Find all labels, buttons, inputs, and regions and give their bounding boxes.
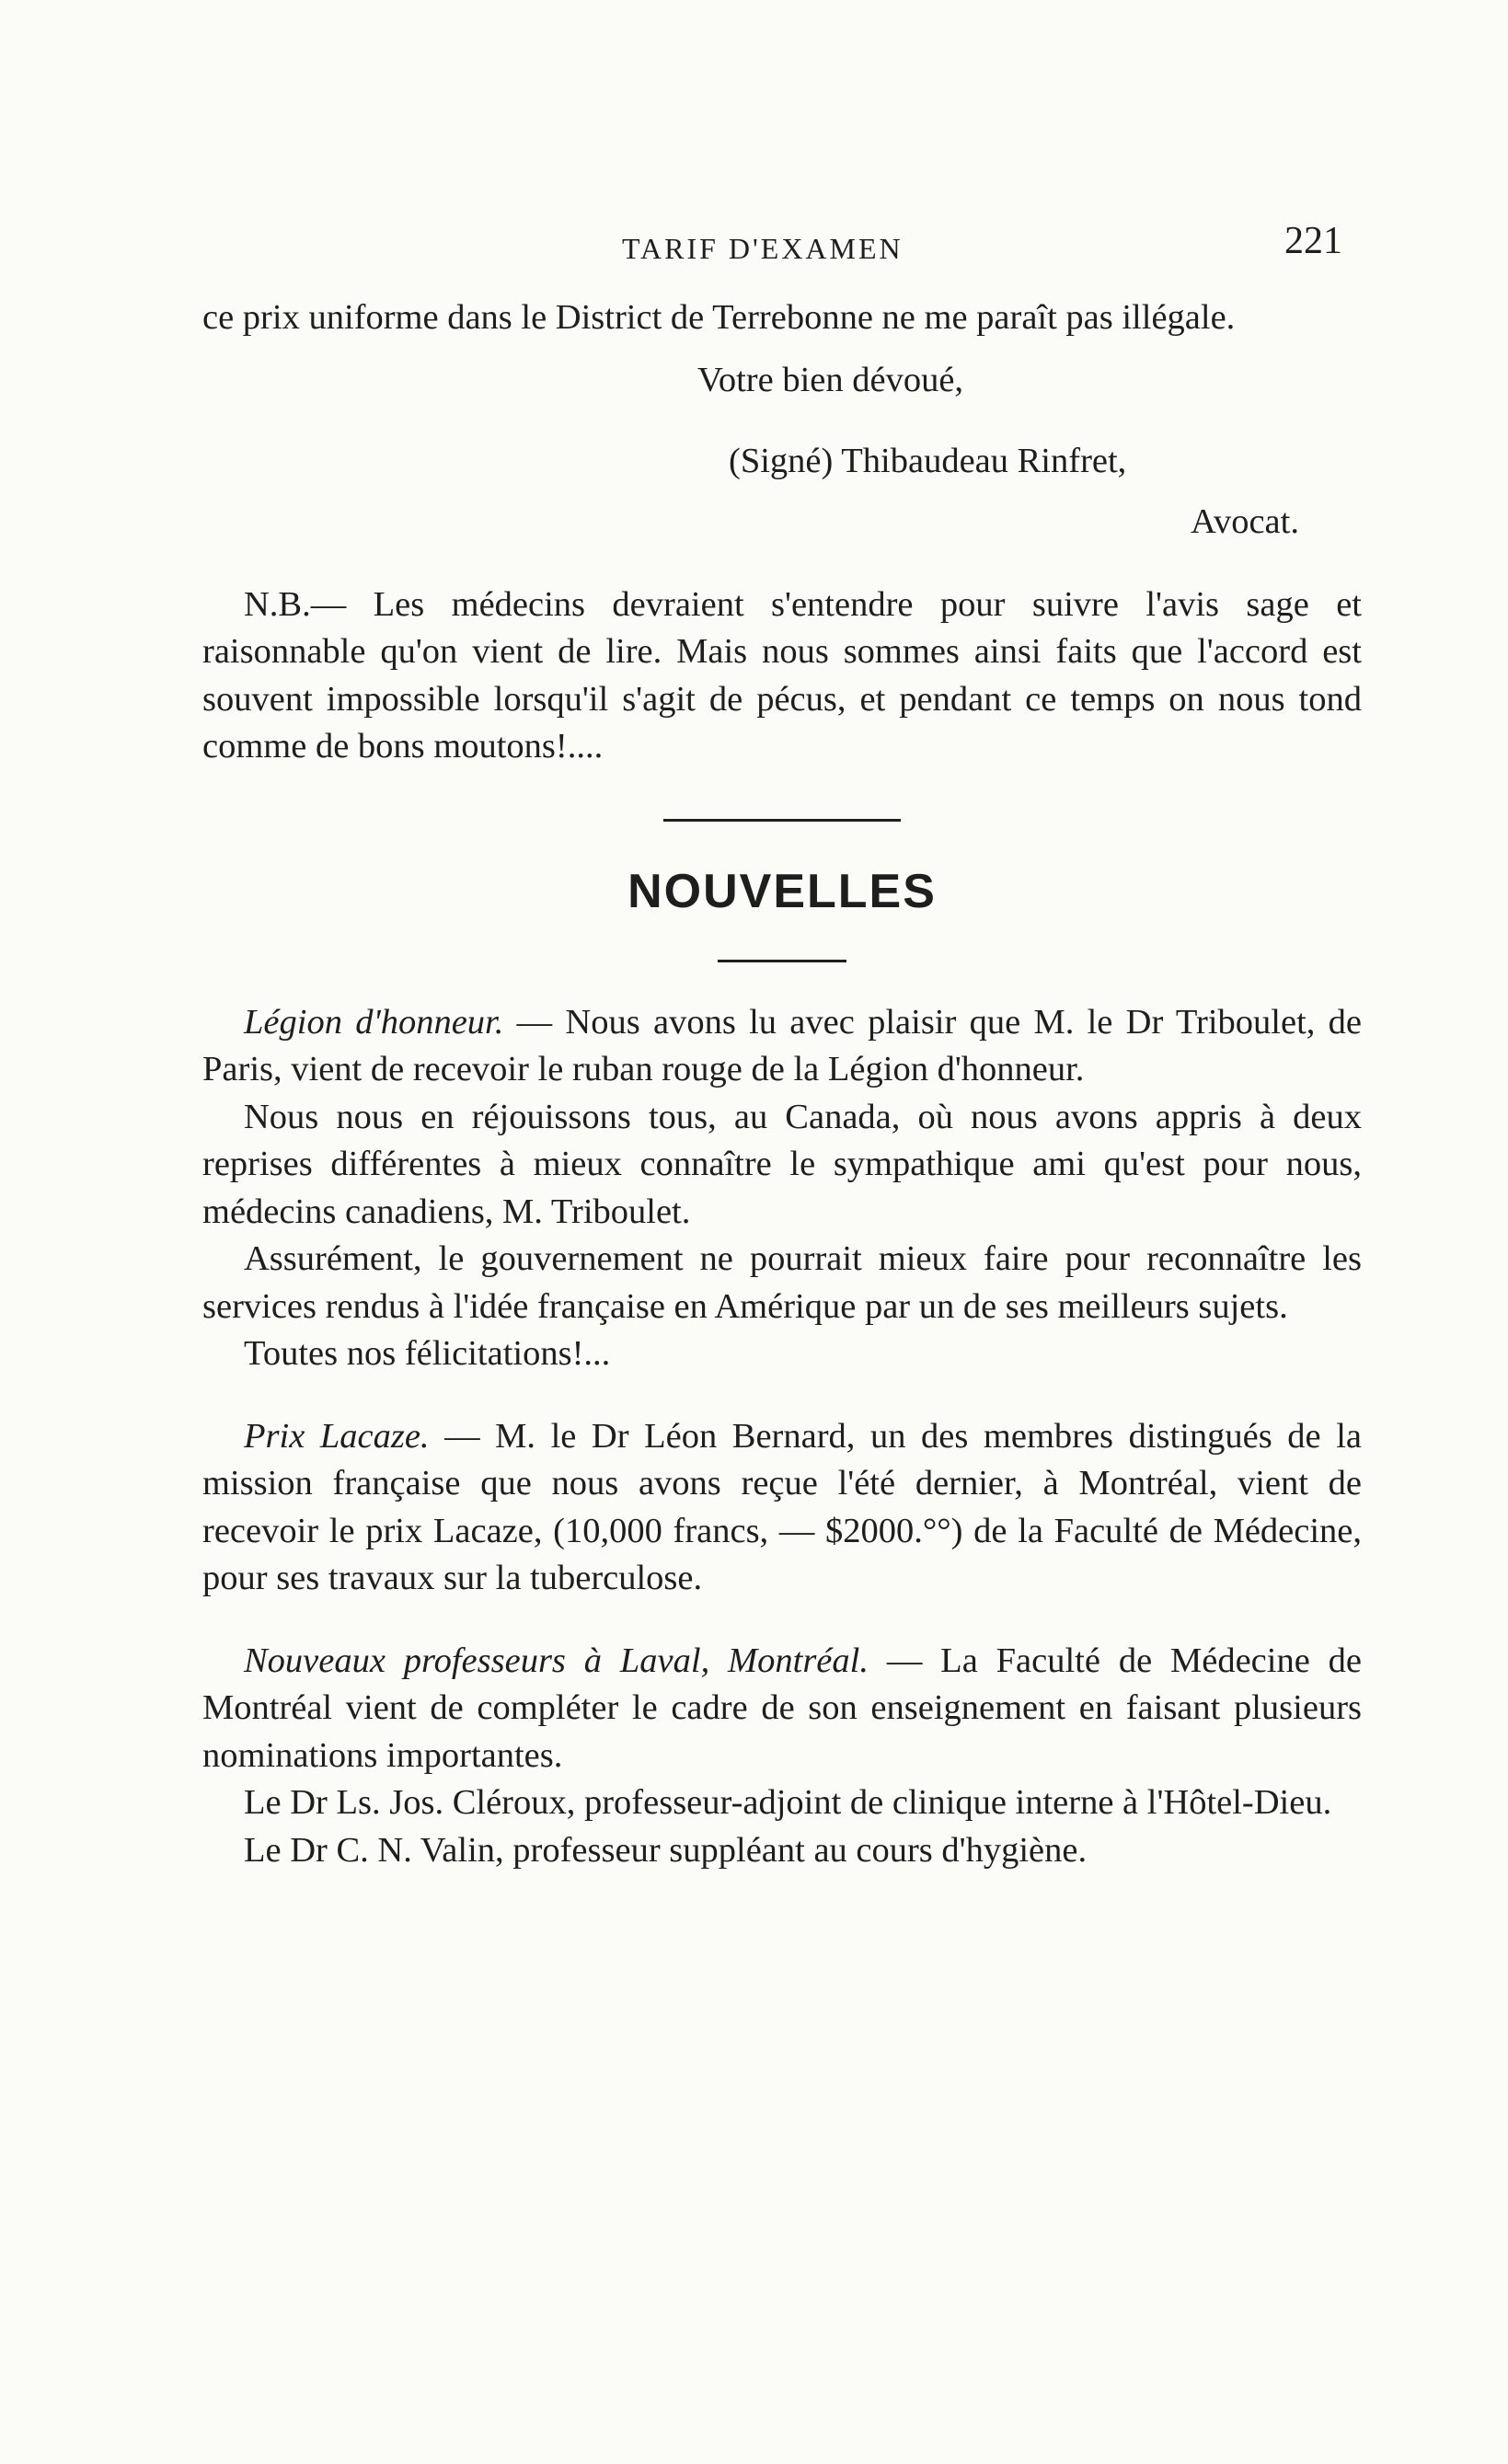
- letter-continuation: ce prix uniforme dans le District de Terrebonne ne me paraît pas illégale.: [202, 298, 1236, 337]
- news-text: Assurément, le gouvernement ne pourrait mieux faire pour reconnaître les services rendus à l'idée française en Amérique par un de ses meilleurs sujets.: [202, 1239, 1362, 1326]
- page-number: 221: [1284, 220, 1342, 262]
- letter-salutation: Votre bien dévoué,: [697, 360, 964, 399]
- news-text: — M. le Dr Léon Bernard, un des membres distingués de la mission française que nous avons reçue l'été dernier, à Montréal, vient de recevoir le prix Lacaze, (10,000 francs, — $2000.°°) de la Faculté de Médecine, pour ses travaux sur la tuberculose.: [202, 1416, 1362, 1597]
- news-text: Le Dr C. N. Valin, professeur suppléant au cours d'hygiène.: [244, 1830, 1088, 1870]
- news-text: — Nous avons lu avec plaisir que M. le Dr Triboulet, de Paris, vient de recevoir le ruban rouge de la Légion d'honneur.: [202, 1002, 1362, 1088]
- news-lead: Légion d'honneur.: [244, 1002, 504, 1042]
- news-lead: Nouveaux professeurs à Laval, Montréal.: [244, 1641, 869, 1680]
- section-divider-bottom: [718, 960, 846, 962]
- signer-title: Avocat.: [1191, 501, 1299, 541]
- news-paragraph: [202, 1827, 1362, 1875]
- letter-closing: [202, 342, 1362, 543]
- section-title: NOUVELLES: [627, 864, 937, 918]
- news-text: Toutes nos félicitations!...: [244, 1334, 611, 1373]
- running-header: [0, 219, 1508, 265]
- news-paragraph: [202, 1236, 1362, 1330]
- news-paragraph: [202, 1094, 1362, 1237]
- news-lead: Prix Lacaze.: [244, 1416, 430, 1456]
- running-title: TARIF D'EXAMEN: [622, 232, 904, 265]
- news-text: Nous nous en réjouissons tous, au Canada, où nous avons appris à deux reprises différentes à mieux connaître le sympathique ami qu'est pour nous, médecins canadiens, M. Triboulet.: [202, 1097, 1362, 1231]
- news-text: Le Dr Ls. Jos. Cléroux, professeur-adjoint de clinique interne à l'Hôtel-Dieu.: [244, 1783, 1332, 1822]
- news-paragraph: [202, 1779, 1362, 1827]
- letter-signature: (Signé) Thibaudeau Rinfret,: [729, 441, 1127, 480]
- nota-bene-paragraph: N.B.— Les médecins devraient s'entendre pour suivre l'avis sage et raisonnable qu'on vient de lire. Mais nous sommes ainsi faits que l'accord est souvent impossible lorsqu'il s'agit de pécus, et pendant ce temps on nous tond comme de bons moutons!....: [202, 584, 1362, 766]
- body-text: [202, 294, 1362, 1874]
- section-divider-top: [663, 819, 901, 822]
- news-paragraph: [202, 999, 1362, 1094]
- news-paragraph: [202, 1638, 1362, 1780]
- news-paragraph: [202, 1413, 1362, 1603]
- news-text: — La Faculté de Médecine de Montréal vient de compléter le cadre de son enseignement en faisant plusieurs nominations importantes.: [202, 1641, 1362, 1775]
- news-paragraph: [202, 1330, 1362, 1378]
